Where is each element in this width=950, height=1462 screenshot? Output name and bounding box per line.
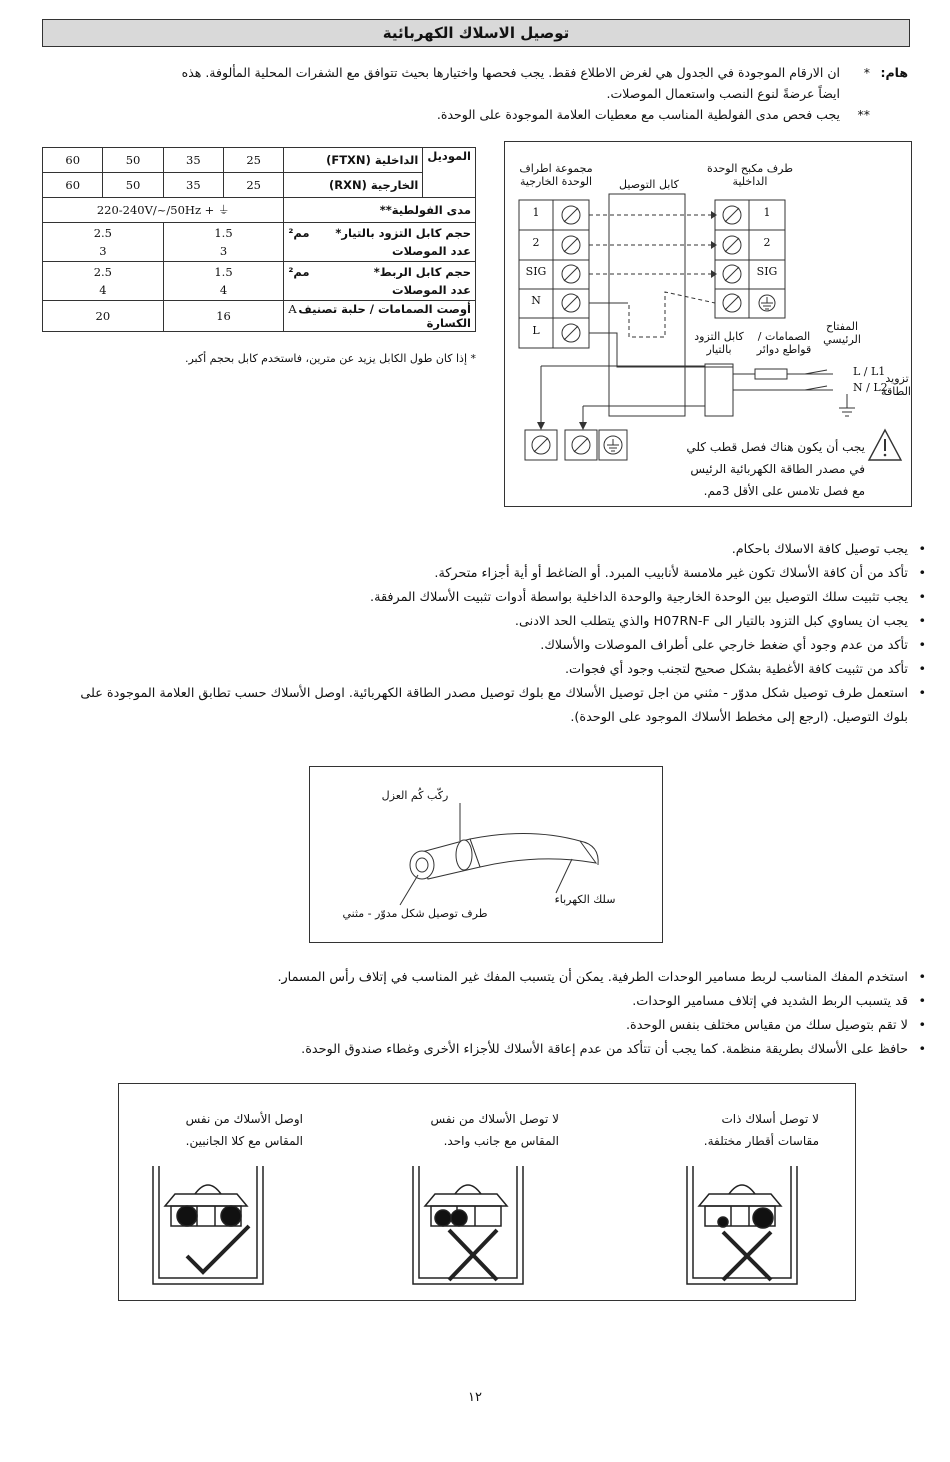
page-number: ١٢ (468, 1390, 482, 1405)
warning-text (637, 436, 865, 502)
indoor-label: الداخلية (FTXN) (284, 148, 423, 173)
model-cell: 25 (224, 173, 284, 198)
list-item: • استعمل طرف توصيل شكل مدوّر - مثني من اجل توصيل الأسلاك مع بلوك توصيل مصدر الطاقة الكهربائية. اوصل الأسلاك حسب تطابق العلامة الموجودة على بلوك التوصيل. (ارجع إلى مخطط الأسلاك الموجود على الوحدة). (56, 682, 926, 730)
list-item: • لا تقم بتوصيل سلك من مقياس مختلف بنفس الوحدة. (56, 1014, 926, 1038)
outdoor-terminal-2: 2 (532, 236, 540, 249)
outdoor-terminal-l: L (532, 324, 540, 337)
list-item: • يجب ان يساوي كبل التزود بالتيار الى H07RN-F والذي يتطلب الحد الادنى. (56, 610, 926, 634)
wrong-one-side-connection (413, 1166, 523, 1284)
voltage-value: 220-240V/~/50Hz + ⏚ (43, 198, 284, 223)
list-item: • تأكد من عدم وجود أي ضغط خارجي على أطراف الموصلات والأسلاك. (56, 634, 926, 658)
wire-label: سلك الكهرباء (554, 893, 616, 906)
model-label: الموديل (423, 148, 476, 198)
compare-left-line-2: المقاس مع كلا الجانبين. (185, 1134, 303, 1148)
page-title: توصيل الاسلاك الكهربائية (42, 19, 910, 47)
fuse-value: 20 (43, 301, 164, 332)
interconnect-unit: مم² (288, 265, 310, 279)
model-cell: 60 (43, 173, 103, 198)
note-line-3: يجب فحص مدى الفولطية المناسب مع معطيات العلامة الموجودة على الوحدة. (436, 107, 840, 122)
model-cell: 25 (224, 148, 284, 173)
fuses-label: الصمامات / قواطع دوائر (756, 330, 812, 356)
indoor-terminal-2: 2 (763, 236, 771, 249)
terminal-figure (309, 766, 663, 943)
down-arrows (537, 422, 587, 430)
compare-right-line-2: مقاسات أقطار مختلفة. (703, 1134, 819, 1148)
conductors-label: عدد الموصلات (392, 244, 471, 258)
supply-cell (284, 223, 476, 262)
interconnect-conductors: 4 (99, 283, 107, 297)
list-item: • يجب توصيل كافة الاسلاك باحكام. (56, 538, 926, 562)
spec-table (42, 147, 476, 332)
list-item: • تأكد من أن كافة الأسلاك تكون غير ملامسة لأنابيب المبرد. أو الضاغط أو أية أجزاء متحركة. (56, 562, 926, 586)
main-switch-label: المفتاح الرئيسي (823, 320, 861, 346)
compare-mid-line-1: لا توصل الأسلاك من نفس (430, 1112, 559, 1126)
outdoor-terminal-sig: SIG (525, 265, 547, 278)
list-item: • يجب تثبيت سلك التوصيل بين الوحدة الخارجية والوحدة الداخلية بواسطة أدوات تثبيت الأسلاك المرفقة. (56, 586, 926, 610)
note-line-2: ايضاً عرضةً لنوع النصب واستعمال الموصلات. (606, 86, 840, 101)
interconnect-cell (284, 262, 476, 301)
compare-left-line-1: اوصل الأسلاك من نفس (185, 1112, 303, 1126)
model-cell: 35 (163, 173, 223, 198)
supply-large (43, 223, 164, 262)
n-label: N / L2 (853, 381, 888, 394)
earth-line (839, 394, 855, 416)
fuse-value: 16 (163, 301, 284, 332)
model-cell: 50 (103, 173, 163, 198)
interconnect-label: حجم كابل الربط* (373, 265, 471, 279)
comparison-svg (119, 1084, 855, 1300)
supply-cable-label: كابل التزود بالتيار (694, 330, 744, 356)
sleeve-label: ركّب كُم العزل (381, 789, 449, 802)
list-item: • قد يتسبب الربط الشديد في إتلاف مسامير الوحدات. (56, 990, 926, 1014)
fuse-symbol (755, 369, 787, 379)
screw-instructions-list (56, 966, 926, 1062)
terminal-label: طرف توصيل شكل مدوّر - مثني (342, 907, 488, 920)
instructions-list (56, 538, 926, 730)
list-item: • تأكد من تثبيت كافة الأغطية بشكل صحيح لتجنب وجود أي فجوات. (56, 658, 926, 682)
power-supply-label: تزويد الطاقة (881, 372, 911, 398)
important-notes (42, 62, 908, 125)
note-star-2: ** (857, 107, 870, 122)
ground-symbol (759, 295, 775, 311)
supply-label: حجم كابل التزود بالتيار* (335, 226, 471, 240)
table-footnote: * إذا كان طول الكابل يزيد عن مترين، فاستخدم كابل بحجم أكبر. (184, 352, 476, 365)
indoor-terminal-sig: SIG (756, 265, 778, 278)
note-star: * (863, 65, 870, 80)
note-line-1: ان الارقام الموجودة في الجدول هي لغرض الاطلاع فقط. يجب فحصها واختيارها بحيث تتوافق مع الشفرات المحلية المألوفة. هذه (181, 65, 840, 80)
supply-conductors: 3 (219, 244, 228, 258)
model-cell: 35 (163, 148, 223, 173)
outdoor-terminal-label: مجموعة اطراف الوحدة الخارجية (519, 162, 593, 188)
fuse-unit: A (288, 302, 297, 316)
cable-box (609, 194, 685, 416)
supply-cable-box (705, 364, 733, 416)
l-label: L / L1 (853, 365, 886, 378)
list-item: • حافظ على الأسلاك بطريقة منظمة. كما يجب أن تتأكد من عدم إعاقة الأسلاك للأجزاء الأخرى وغطاء صندوق الوحدة. (56, 1038, 926, 1062)
fuse-cell (284, 301, 476, 332)
list-item: • استخدم المفك المناسب لربط مسامير الوحدات الطرفية. يمكن أن يتسبب المفك غير المناسب في إتلاف رأس المسمار. (56, 966, 926, 990)
interconnect-size: 1.5 (214, 265, 233, 279)
warning-line-3: مع فصل تلامس على الأقل 3مم. (703, 484, 865, 498)
supply-unit: مم² (288, 226, 310, 240)
compare-mid-line-2: المقاس مع جانب واحد. (443, 1134, 559, 1148)
wire-comparison-figure (118, 1083, 856, 1301)
warning-line-2: في مصدر الطاقة الكهربائية الرئيس (690, 462, 865, 476)
bottom-terminal-block (525, 430, 627, 460)
outdoor-terminal-n: N (531, 294, 541, 307)
dashed-wires (589, 215, 715, 337)
supply-size: 1.5 (214, 226, 233, 240)
interconnect-conductors: 4 (219, 283, 228, 297)
supply-conductors: 3 (99, 244, 107, 258)
conductors-label: عدد الموصلات (392, 283, 471, 297)
outdoor-label: الخارجية (RXN) (284, 173, 423, 198)
correct-connection (153, 1166, 263, 1284)
interconnect-size: 2.5 (93, 265, 112, 279)
model-cell: 50 (103, 148, 163, 173)
voltage-label: مدى الفولطية** (284, 198, 476, 223)
warning-icon (869, 430, 901, 460)
fuse-label: أوصت الصمامات / حلبة تصنيف الكسارة (298, 302, 471, 330)
indoor-terminal-label: طرف مكبح الوحدة الداخلية (706, 162, 794, 188)
important-label: هام: (880, 65, 908, 80)
outdoor-terminal-1: 1 (532, 206, 540, 219)
wiring-diagram (504, 141, 912, 507)
compare-right-line-1: لا توصل أسلاك ذات (721, 1112, 819, 1126)
supply-small (163, 223, 284, 262)
interconnect-small (163, 262, 284, 301)
warning-line-1: يجب أن يكون هناك فصل قطب كلي (686, 440, 865, 454)
model-cell: 60 (43, 148, 103, 173)
interconnect-large (43, 262, 164, 301)
indoor-terminal-1: 1 (763, 206, 771, 219)
cable-label: كابل التوصيل (619, 178, 679, 191)
supply-size: 2.5 (93, 226, 112, 240)
wrong-different-sizes-connection (687, 1166, 797, 1284)
